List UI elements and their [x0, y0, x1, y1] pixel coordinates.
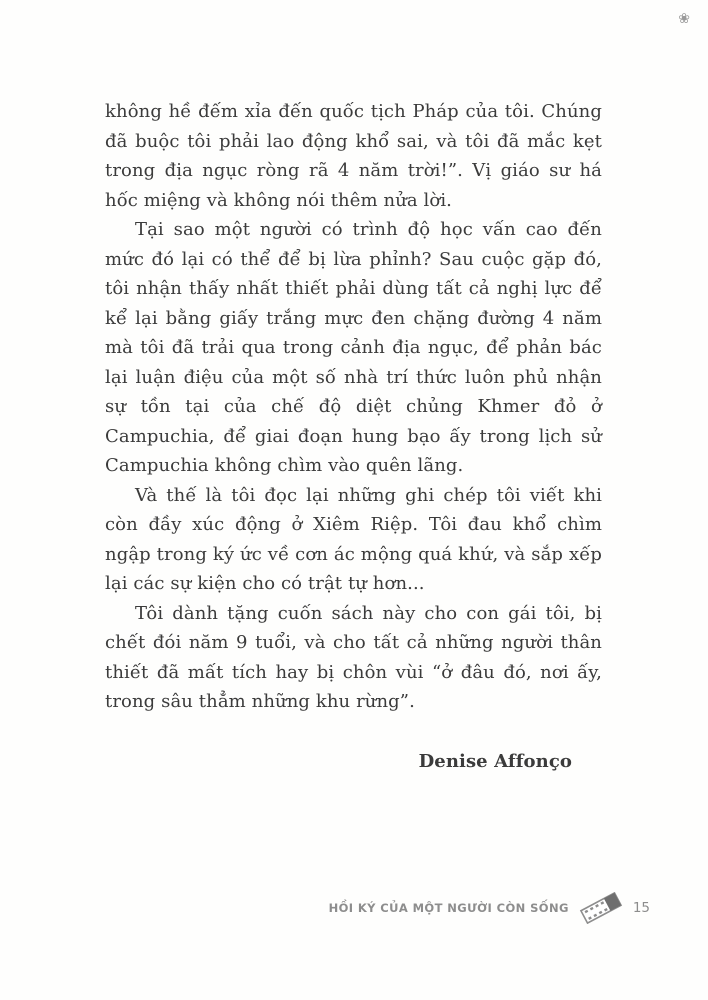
paragraph: Và thế là tôi đọc lại những ghi chép tôi viết khi còn đầy xúc động ở Xiêm Riệp. Tôi đau khổ chìm ngập trong ký ức về cơn ác mộng quá khứ, và sắp xếp lại các sự kiện cho có trật tự hơn... — [105, 484, 602, 594]
paragraph: Tôi dành tặng cuốn sách này cho con gái tôi, bị chết đói năm 9 tuổi, và cho tất cả những người thân thiết đã mất tích hay bị chôn vùi “ở đâu đó, nơi ấy, trong sâu thẳm những khu rừng”. — [105, 602, 602, 712]
author-signature: Denise Affonço — [418, 750, 572, 772]
paragraph: Tại sao một người có trình độ học vấn cao đến mức đó lại có thể để bị lừa phỉnh? Sau cuộc gặp đó, tôi nhận thấy nhất thiết phải dùng tất cả nghị lực để kể lại bằng giấy trắng mực đen chặng đường 4 năm mà tôi đã trải qua trong cảnh địa ngục, để phản bác lại luận điệu của một số nhà trí thức luôn phủ nhận sự tồn tại của chế độ diệt chủng Khmer đỏ ở Campuchia, để giai đoạn hung bạo ấy trong lịch sử Campuchia không chìm vào quên lãng. — [105, 219, 602, 476]
film-strip-icon — [578, 892, 624, 924]
page-footer — [329, 892, 650, 924]
running-footer-title: HỒI KÝ CỦA MỘT NGƯỜI CÒN SỐNG — [328, 901, 569, 915]
flower-ornament-icon: ❀ — [678, 11, 690, 27]
paragraph: không hề đếm xỉa đến quốc tịch Pháp của tôi. Chúng đã buộc tôi phải lao động khổ sai, và tôi đã mắc kẹt trong địa ngục ròng rã 4 năm trời!”. Vị giáo sư há hốc miệng và không nói thêm nửa lời. — [105, 101, 602, 211]
page-number: 15 — [632, 900, 650, 916]
body-text — [105, 97, 602, 776]
